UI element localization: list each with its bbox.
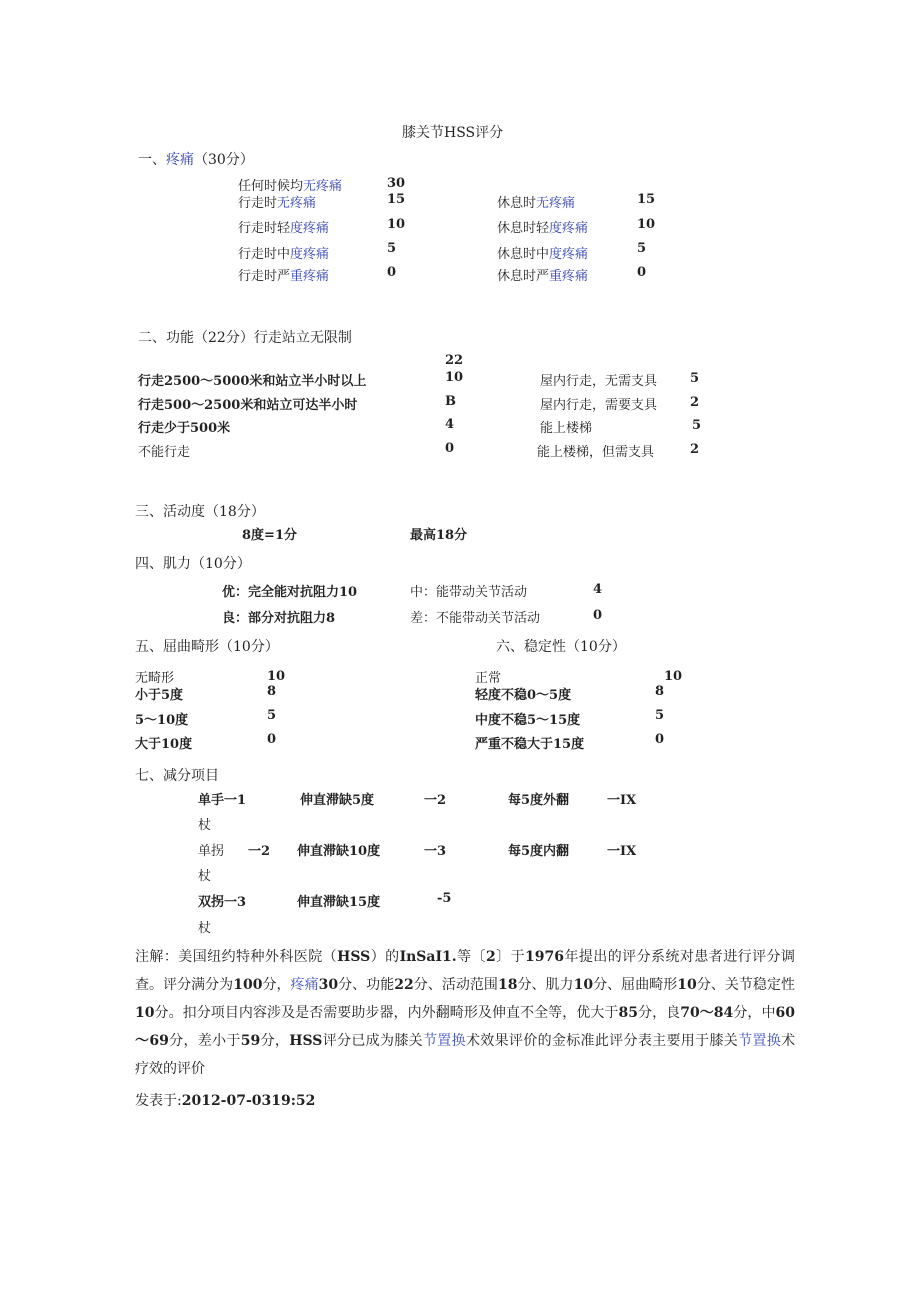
note-text: 评分已成为膝关 [322,1033,423,1049]
function-left-value: B [445,394,456,409]
note-text: 分。扣分项目内容涉及是否需要助步器，内外翻畸形及伸直不全等，优大于 [154,1005,619,1021]
note-text: 22 [394,977,414,993]
pain-right-label [497,243,588,262]
function-right-label: 能上楼梯，但需支具 [537,445,655,460]
published-label: 发表于: [135,1093,182,1109]
muscle-right-value: 0 [593,608,603,623]
note-text: 注解：美国纽约特种外科医院（ [135,949,338,965]
deduction-aid-label: 杖 [198,818,212,833]
note-text: 1976 [525,949,564,965]
pain-right-value: 0 [637,265,647,280]
pain-left-prefix: 行走时严 [238,269,291,284]
pain-left-prefix: 任何时候均 [238,179,304,194]
pain-left-value: 10 [387,217,406,232]
pain-left-keyword: 无疼痛 [303,179,343,194]
flexion-label: 小于5度 [135,688,184,703]
function-right-label: 屋内行走，需要支具 [540,398,658,413]
note-paragraph [135,943,795,1083]
note-text: 100 [233,977,263,993]
function-right-value: 2 [690,442,700,457]
page-title: 膝关节HSS评分 [402,125,504,141]
note-text: HSS [289,1033,323,1049]
pain-heading-suffix: （30分） [194,152,254,168]
pain-right-value: 5 [637,241,647,256]
flexion-label: 无畸形 [135,671,175,686]
note-text: 2 [485,949,496,965]
stability-value: 8 [655,684,665,699]
note-text: HSS [337,949,371,965]
flexion-value: 0 [267,732,277,747]
function-right-value: 5 [690,371,700,386]
note-text: 术疗效的评价 [135,1033,796,1077]
function-right-label: 屋内行走，无需支具 [540,374,658,389]
function-right-value: 5 [692,418,702,433]
deduction-aid-label: 单拐 [198,844,225,859]
function-left-value: 4 [445,417,455,432]
note-text: 70～84 [680,1005,734,1021]
flexion-value: 5 [267,708,277,723]
pain-heading [138,149,254,169]
deduction-aid-label: 杖 [198,921,212,936]
flexion-value: 8 [267,684,277,699]
muscle-right-label: 差：不能带动关节活动 [410,611,541,626]
note-text: 10 [677,977,697,993]
muscle-right-label: 中：能带动关节活动 [410,585,528,600]
deduction-heading: 七、减分项目 [135,768,219,784]
flexion-label: 5～10度 [135,713,189,728]
note-keyword: 疼痛 [290,977,319,993]
rom-heading: 三、活动度（18分） [135,504,265,520]
pain-left-prefix: 行走时 [238,196,278,211]
pain-right-label [497,217,588,236]
deduction-varus-label: 每5度内翻 [508,844,570,859]
note-text: 60～69 [135,1005,796,1049]
function-left-label: 不能行走 [138,445,191,460]
deduction-varus-value: 一IX [607,793,637,808]
note-text: 分，中 [733,1005,776,1021]
pain-left-keyword: 度疼痛 [290,221,330,236]
note-text: 术效果评价的金标准此评分表主要用于膝关 [465,1033,739,1049]
muscle-left-label: 良：部分对抗阻力8 [222,611,336,626]
pain-left-label [238,192,316,211]
function-right-label: 能上楼梯 [540,421,593,436]
pain-left-value: 5 [387,241,397,256]
function-left-value: 10 [445,370,464,385]
pain-right-prefix: 休息时严 [497,269,550,284]
note-text: 分、肌力 [517,977,574,993]
deduction-extension-label: 伸直滞缺10度 [297,844,381,859]
published-date: 2012-07-0319:52 [181,1093,316,1109]
note-text: 85 [618,1005,638,1021]
pain-left-label [238,243,329,262]
pain-left-prefix: 行走时中 [238,247,291,262]
pain-left-value: 0 [387,265,397,280]
function-right-value: 2 [690,395,700,410]
pain-left-value: 30 [387,176,406,191]
stability-value: 5 [655,708,665,723]
pain-right-value: 10 [637,217,656,232]
note-text: 分、屈曲畸形 [593,977,678,993]
published-line [135,1090,315,1110]
pain-right-keyword: 度疼痛 [549,247,589,262]
note-text: 10 [573,977,594,993]
note-text: 分、关节稳定性 [696,977,795,993]
note-text: 〕于 [495,949,526,965]
deduction-extension-label: 伸直滞缺5度 [300,793,375,808]
muscle-heading: 四、肌力（10分） [135,556,251,572]
flexion-value: 10 [267,669,286,684]
note-text: 分，良 [637,1005,681,1021]
stability-heading: 六、稳定性（10分） [496,639,626,655]
pain-left-keyword: 无疼痛 [277,196,317,211]
note-text: 10 [135,1005,155,1021]
pain-left-keyword: 重疼痛 [290,269,330,284]
deduction-extension-value: -5 [437,891,452,906]
stability-label: 轻度不稳0～5度 [475,688,572,703]
note-text: 分， [262,977,291,993]
muscle-left-label: 优：完全能对抗阻力10 [222,585,358,600]
note-text: 分，差小于 [168,1033,241,1049]
stability-value: 0 [655,732,665,747]
pain-right-prefix: 休息时 [497,196,537,211]
note-text: InSaI1. [399,949,457,965]
pain-right-keyword: 度疼痛 [549,221,589,236]
function-left-label: 行走2500～5000米和站立半小时以上 [138,374,367,389]
pain-right-prefix: 休息时中 [497,247,550,262]
note-text: ）的 [370,949,400,965]
pain-right-label [497,265,588,284]
pain-right-keyword: 重疼痛 [549,269,589,284]
note-text: 分， [260,1033,290,1049]
deduction-aid-label: 单手一1 [198,793,247,808]
flexion-heading: 五、屈曲畸形（10分） [135,639,279,655]
muscle-right-value: 4 [593,582,603,597]
note-keyword: 节置换 [738,1033,782,1049]
deduction-extension-value: 一2 [424,793,447,808]
deduction-varus-label: 每5度外翻 [508,793,570,808]
stability-value: 10 [664,669,683,684]
pain-left-label [238,265,329,284]
deduction-aid-label: 杖 [198,869,212,884]
flexion-label: 大于10度 [135,737,193,752]
pain-right-label [497,192,575,211]
stability-label: 正常 [475,671,502,686]
pain-right-keyword: 无疼痛 [536,196,576,211]
pain-heading-prefix: 一、 [138,152,166,168]
function-left-value: 0 [445,441,455,456]
deduction-varus-value: 一IX [607,844,637,859]
note-text: 分、活动范围 [413,977,498,993]
pain-right-prefix: 休息时轻 [497,221,550,236]
deduction-extension-value: 一3 [424,844,447,859]
function-left-label: 行走少于500米 [138,421,231,436]
note-text: 年提出的评分系统对患者进行评分调查。评分满分为 [135,949,795,993]
function-top-value: 22 [445,353,464,368]
stability-label: 严重不稳大于15度 [475,737,585,752]
pain-left-prefix: 行走时轻 [238,221,291,236]
note-text: 等〔 [456,949,486,965]
rom-max: 最高18分 [410,528,468,543]
pain-heading-keyword: 疼痛 [166,152,194,168]
note-text: 18 [497,977,518,993]
function-heading: 二、功能（22分）行走站立无限制 [138,330,352,346]
rom-rate: 8度=1分 [242,528,297,543]
deduction-extension-label: 伸直滞缺15度 [297,895,381,910]
pain-left-label [238,217,329,236]
note-text: 分、功能 [338,977,395,993]
deduction-aid-value: 一2 [248,844,271,859]
pain-right-value: 15 [637,192,656,207]
pain-left-value: 15 [387,192,406,207]
note-text: 59 [240,1033,261,1049]
pain-left-keyword: 度疼痛 [290,247,330,262]
stability-label: 中度不稳5～15度 [475,713,581,728]
function-left-label: 行走500～2500米和站立可达半小时 [138,398,358,413]
note-keyword: 节置换 [422,1033,466,1049]
note-text: 30 [318,977,339,993]
deduction-aid-label: 双拐一3 [198,895,247,910]
